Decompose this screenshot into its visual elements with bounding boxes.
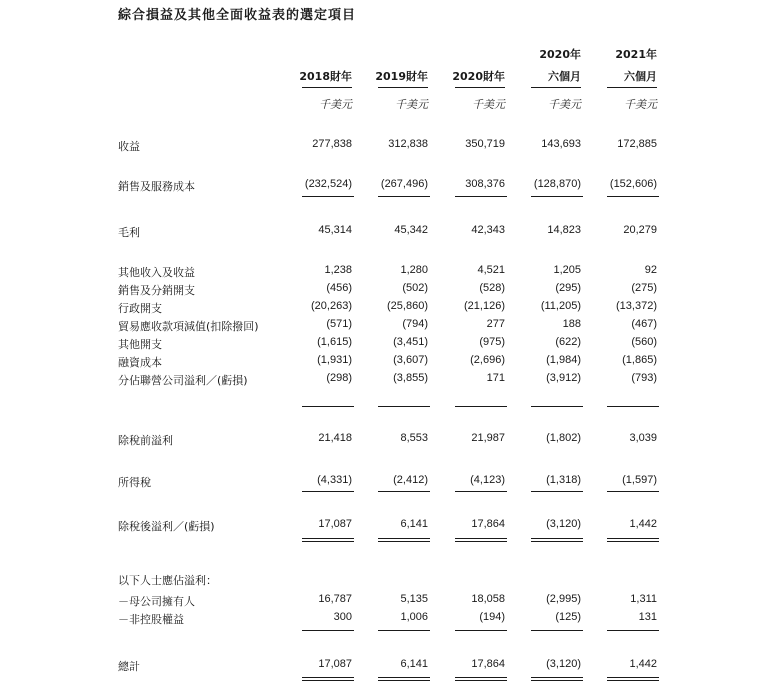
table-cell: (2,412) bbox=[393, 474, 428, 486]
header-underline bbox=[531, 87, 581, 88]
rule-line bbox=[531, 196, 583, 197]
table-cell: (622) bbox=[555, 336, 581, 348]
column-header-period: 2020財年 bbox=[452, 70, 505, 83]
rule-line bbox=[607, 406, 659, 407]
table-cell: 18,058 bbox=[471, 593, 505, 605]
table-cell: 312,838 bbox=[388, 138, 428, 150]
table-cell: 17,087 bbox=[318, 518, 352, 530]
table-cell: (4,331) bbox=[317, 474, 352, 486]
table-cell: 277,838 bbox=[312, 138, 352, 150]
table-cell: (571) bbox=[326, 318, 352, 330]
row-label: 銷售及分銷開支 bbox=[118, 284, 195, 297]
table-cell: (1,615) bbox=[317, 336, 352, 348]
header-underline bbox=[302, 87, 352, 88]
table-cell: (456) bbox=[326, 282, 352, 294]
rule-line bbox=[302, 677, 354, 678]
rule-line bbox=[302, 406, 354, 407]
rule-line bbox=[531, 680, 583, 681]
row-label: －非控股權益 bbox=[118, 613, 184, 626]
table-cell: 6,141 bbox=[400, 518, 428, 530]
table-cell: 1,280 bbox=[400, 264, 428, 276]
table-cell: 3,039 bbox=[629, 432, 657, 444]
rule-line bbox=[531, 630, 583, 631]
table-cell: 1,311 bbox=[630, 593, 657, 605]
table-cell: 350,719 bbox=[465, 138, 505, 150]
rule-line bbox=[607, 491, 659, 492]
table-cell: (3,120) bbox=[546, 658, 581, 670]
rule-line bbox=[607, 677, 659, 678]
table-cell: 300 bbox=[333, 611, 352, 623]
table-cell: (3,855) bbox=[393, 372, 428, 384]
table-cell: (1,802) bbox=[546, 432, 581, 444]
rule-line bbox=[455, 196, 507, 197]
table-cell: 16,787 bbox=[318, 593, 352, 605]
table-cell: 143,693 bbox=[541, 138, 581, 150]
rule-line bbox=[378, 491, 430, 492]
table-cell: 45,314 bbox=[318, 224, 352, 236]
rule-line bbox=[455, 406, 507, 407]
table-cell: (3,451) bbox=[393, 336, 428, 348]
table-cell: (1,931) bbox=[317, 354, 352, 366]
table-cell: (1,865) bbox=[622, 354, 657, 366]
row-label: 收益 bbox=[118, 140, 140, 153]
column-unit: 千美元 bbox=[395, 98, 428, 111]
header-underline bbox=[607, 87, 657, 88]
table-cell: 5,135 bbox=[400, 593, 428, 605]
table-cell: (2,995) bbox=[546, 593, 581, 605]
table-cell: (25,860) bbox=[387, 300, 428, 312]
table-cell: (1,597) bbox=[622, 474, 657, 486]
column-unit: 千美元 bbox=[319, 98, 352, 111]
table-cell: (502) bbox=[402, 282, 428, 294]
rule-line bbox=[607, 538, 659, 539]
table-cell: 21,987 bbox=[471, 432, 505, 444]
table-cell: (3,120) bbox=[546, 518, 581, 530]
column-header-period: 六個月 bbox=[624, 70, 657, 83]
table-cell: 171 bbox=[486, 372, 505, 384]
column-unit: 千美元 bbox=[472, 98, 505, 111]
table-cell: (3,607) bbox=[393, 354, 428, 366]
rule-line bbox=[378, 630, 430, 631]
table-cell: 1,238 bbox=[324, 264, 352, 276]
table-cell: 188 bbox=[562, 318, 581, 330]
rule-line bbox=[378, 680, 430, 681]
table-cell: (267,496) bbox=[380, 178, 428, 190]
table-cell: (560) bbox=[631, 336, 657, 348]
table-cell: 17,087 bbox=[318, 658, 352, 670]
table-cell: (2,696) bbox=[470, 354, 505, 366]
table-cell: (11,205) bbox=[540, 300, 581, 312]
column-unit: 千美元 bbox=[624, 98, 657, 111]
table-cell: 1,006 bbox=[400, 611, 428, 623]
rule-line bbox=[302, 541, 354, 542]
row-label: －母公司擁有人 bbox=[118, 595, 195, 608]
table-cell: (4,123) bbox=[470, 474, 505, 486]
rule-line bbox=[378, 538, 430, 539]
table-cell: (794) bbox=[402, 318, 428, 330]
table-cell: 45,342 bbox=[394, 224, 428, 236]
table-cell: (128,870) bbox=[533, 178, 581, 190]
column-unit: 千美元 bbox=[548, 98, 581, 111]
table-cell: 92 bbox=[644, 264, 657, 276]
header-underline bbox=[455, 87, 505, 88]
column-header-period: 2018財年 bbox=[299, 70, 352, 83]
table-cell: (21,126) bbox=[464, 300, 505, 312]
row-label: 銷售及服務成本 bbox=[118, 180, 195, 193]
column-header-year: 2020年 bbox=[539, 48, 581, 61]
rule-line bbox=[607, 196, 659, 197]
table-cell: 6,141 bbox=[400, 658, 428, 670]
rule-line bbox=[531, 491, 583, 492]
rule-line bbox=[531, 541, 583, 542]
row-label: 貿易應收款項減值(扣除撥回) bbox=[118, 320, 259, 333]
table-cell: (152,606) bbox=[609, 178, 657, 190]
rule-line bbox=[607, 680, 659, 681]
table-cell: (20,263) bbox=[311, 300, 352, 312]
row-label: 其他收入及收益 bbox=[118, 266, 195, 279]
header-underline bbox=[378, 87, 428, 88]
rule-line bbox=[302, 630, 354, 631]
table-cell: (232,524) bbox=[304, 178, 352, 190]
row-label: 總計 bbox=[118, 660, 140, 673]
row-label: 融資成本 bbox=[118, 356, 162, 369]
table-cell: (1,984) bbox=[546, 354, 581, 366]
rule-line bbox=[378, 406, 430, 407]
rule-line bbox=[455, 677, 507, 678]
rule-line bbox=[455, 630, 507, 631]
table-cell: 20,279 bbox=[623, 224, 657, 236]
row-label: 毛利 bbox=[118, 226, 140, 239]
rule-line bbox=[607, 541, 659, 542]
page-title: 綜合損益及其他全面收益表的選定項目 bbox=[118, 8, 357, 23]
rule-line bbox=[531, 677, 583, 678]
table-cell: (298) bbox=[326, 372, 352, 384]
rule-line bbox=[455, 680, 507, 681]
rule-line bbox=[302, 196, 354, 197]
table-cell: 308,376 bbox=[465, 178, 505, 190]
table-cell: 1,442 bbox=[629, 518, 657, 530]
rule-line bbox=[378, 541, 430, 542]
table-cell: 277 bbox=[486, 318, 505, 330]
table-cell: 4,521 bbox=[477, 264, 505, 276]
table-cell: 8,553 bbox=[400, 432, 428, 444]
table-cell: (13,372) bbox=[616, 300, 657, 312]
table-cell: (793) bbox=[631, 372, 657, 384]
table-cell: (528) bbox=[479, 282, 505, 294]
rule-line bbox=[455, 541, 507, 542]
rule-line bbox=[607, 630, 659, 631]
table-cell: (125) bbox=[555, 611, 581, 623]
row-label: 除稅前溢利 bbox=[118, 434, 173, 447]
table-cell: 131 bbox=[638, 611, 657, 623]
row-label: 除稅後溢利／(虧損) bbox=[118, 520, 215, 533]
row-label: 行政開支 bbox=[118, 302, 162, 315]
table-cell: 14,823 bbox=[547, 224, 581, 236]
table-cell: (295) bbox=[555, 282, 581, 294]
rule-line bbox=[531, 406, 583, 407]
row-label: 其他開支 bbox=[118, 338, 162, 351]
table-cell: 42,343 bbox=[471, 224, 505, 236]
table-cell: (3,912) bbox=[546, 372, 581, 384]
table-cell: (275) bbox=[631, 282, 657, 294]
table-cell: (467) bbox=[631, 318, 657, 330]
column-header-period: 六個月 bbox=[548, 70, 581, 83]
rule-line bbox=[455, 491, 507, 492]
table-cell: (975) bbox=[479, 336, 505, 348]
table-cell: 1,442 bbox=[629, 658, 657, 670]
table-cell: (194) bbox=[479, 611, 505, 623]
rule-line bbox=[455, 538, 507, 539]
column-header-year: 2021年 bbox=[615, 48, 657, 61]
table-cell: 17,864 bbox=[471, 658, 505, 670]
row-label: 所得稅 bbox=[118, 476, 151, 489]
table-cell: 21,418 bbox=[318, 432, 352, 444]
rule-line bbox=[302, 680, 354, 681]
row-label: 以下人士應佔溢利： bbox=[118, 574, 217, 587]
rule-line bbox=[378, 677, 430, 678]
rule-line bbox=[302, 491, 354, 492]
table-cell: 172,885 bbox=[617, 138, 657, 150]
row-label: 分佔聯營公司溢利／(虧損) bbox=[118, 374, 248, 387]
table-cell: 17,864 bbox=[471, 518, 505, 530]
rule-line bbox=[378, 196, 430, 197]
table-cell: (1,318) bbox=[546, 474, 581, 486]
rule-line bbox=[531, 538, 583, 539]
rule-line bbox=[302, 538, 354, 539]
column-header-period: 2019財年 bbox=[375, 70, 428, 83]
table-cell: 1,205 bbox=[553, 264, 581, 276]
